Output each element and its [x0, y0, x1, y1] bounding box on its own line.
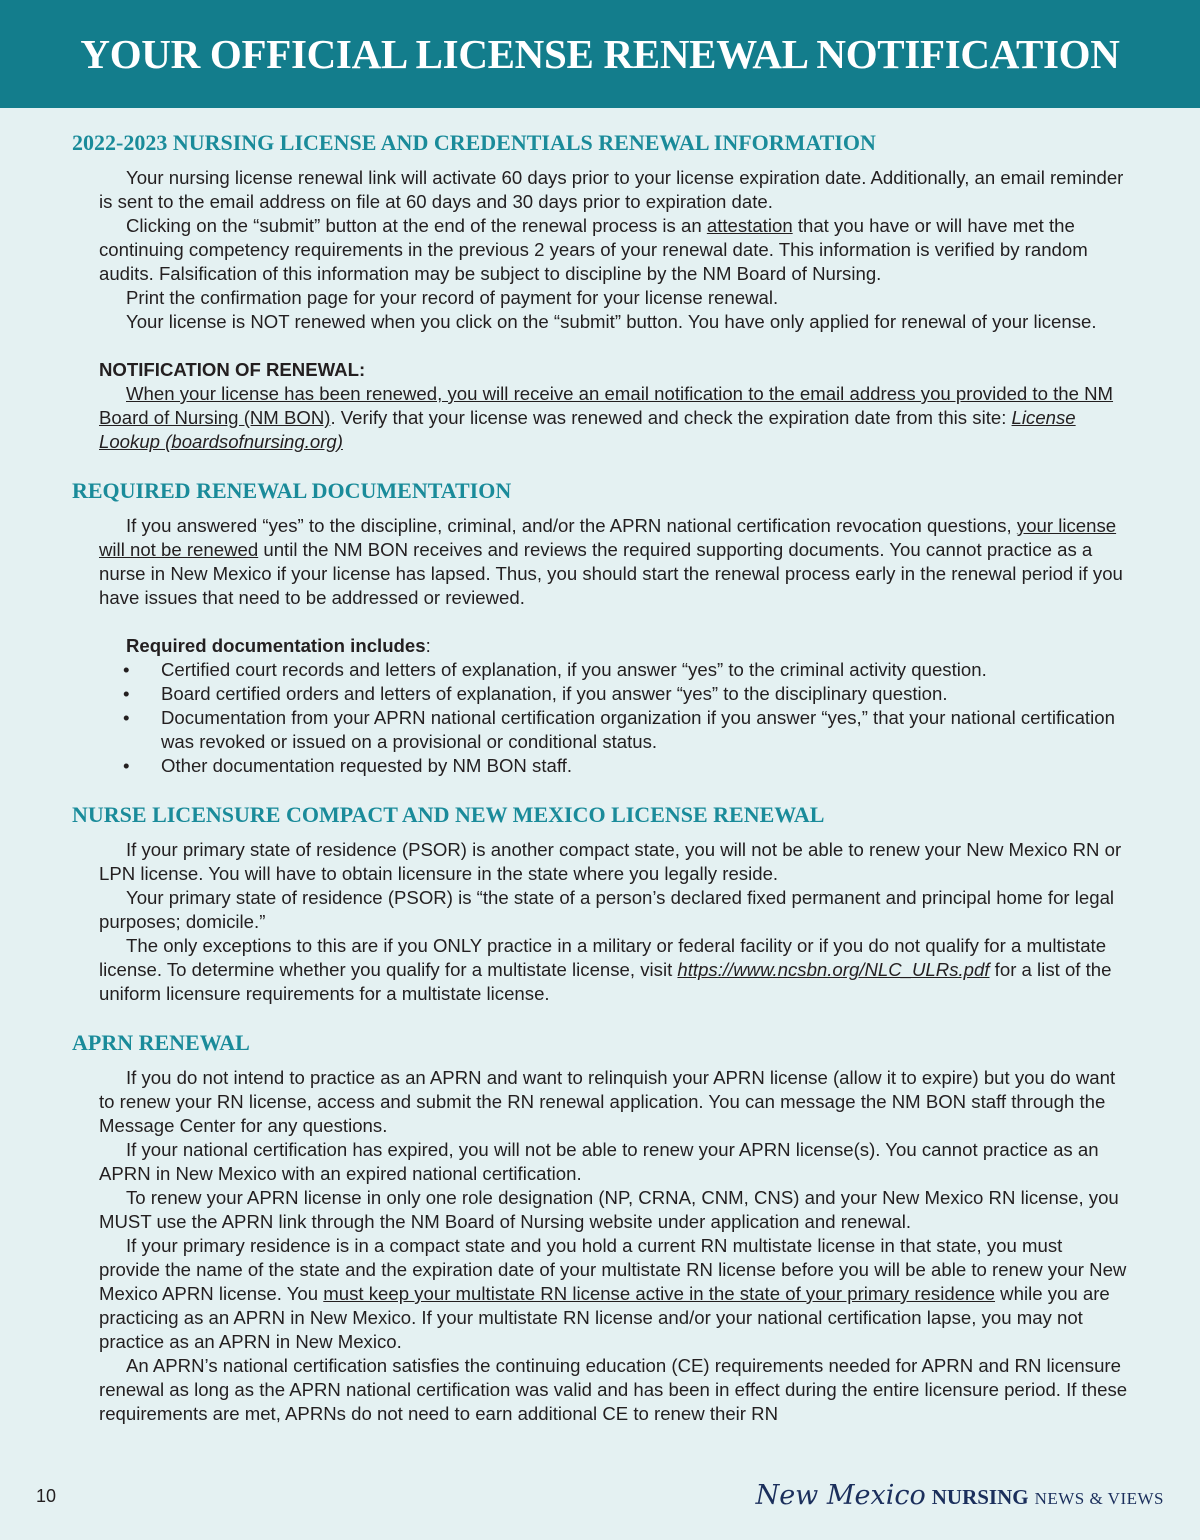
paragraph: To renew your APRN license in only one role designation (NP, CRNA, CNM, CNS) and your New Mexico RN license, you MUST use the APRN link through the NM Board of Nursing website under application and renewal.	[99, 1187, 1119, 1232]
paragraph: If your primary state of residence (PSOR) is another compact state, you will not be able to renew your New Mexico RN or LPN license. You will have to obtain licensure in the state where you legally reside.	[99, 839, 1122, 884]
paragraph: Your license is NOT renewed when you click on the “submit” button. You have only applied for renewal of your license.	[126, 311, 1097, 332]
attestation-term: attestation	[706, 215, 793, 236]
main-content	[72, 128, 1128, 1448]
paragraph: If you answered “yes” to the discipline, criminal, and/or the APRN national certification revocation questions, your license will not be renewed until the NM BON receives and reviews the required supporting documents. You cannot practice as a nurse in New Mexico if your license has lapsed. Thus, you should start the renewal process early in the renewal period if you have issues that need to be addressed or reviewed.	[99, 515, 1123, 608]
logo-script-text: New Mexico	[755, 1480, 926, 1511]
paragraph: Clicking on the “submit” button at the end of the renewal process is an attestation that you have or will have met the continuing competency requirements in the previous 2 years of your renewal date. This information is verified by random audits. Falsification of this information may be subject to discipline by the NM Board of Nursing.	[99, 215, 1088, 284]
ncsbn-ulrs-link[interactable]: https://www.ncsbn.org/NLC_ULRs.pdf	[677, 959, 990, 980]
list-item: • Board certified orders and letters of explanation, if you answer “yes” to the disciplinary question.	[123, 683, 948, 704]
required-docs-subheading: Required documentation includes:	[126, 635, 431, 656]
logo-news-text: NEWS & VIEWS	[1034, 1489, 1164, 1508]
required-docs-list	[99, 658, 1128, 778]
paragraph: Print the confirmation page for your record of payment for your license renewal.	[126, 287, 779, 308]
bullet-icon: •	[123, 683, 130, 704]
paragraph: If you do not intend to practice as an APRN and want to relinquish your APRN license (allow it to expire) but you do want to renew your RN license, access and submit the RN renewal application. You can message the NM BON staff through the Message Center for any questions.	[99, 1067, 1116, 1136]
paragraph: When your license has been renewed, you will receive an email notification to the email address you provided to the NM Board of Nursing (NM BON). Verify that your license was renewed and check the expiration date from this site: License Lookup (boardsofnursing.org)	[99, 383, 1114, 452]
title-banner	[0, 0, 1200, 108]
paragraph: Your nursing license renewal link will activate 60 days prior to your license expiration date. Additionally, an email reminder is sent to the email address on file at 60 days and 30 days prior to expiration date.	[99, 167, 1124, 212]
license-lookup-link[interactable]: License Lookup (boardsofnursing.org)	[99, 407, 1076, 452]
section-aprn-renewal	[72, 1028, 1128, 1426]
section-nurse-licensure-compact	[72, 800, 1128, 1006]
bullet-icon: •	[123, 755, 130, 776]
section-required-documentation	[72, 476, 1128, 778]
section-renewal-information	[72, 128, 1128, 454]
list-item: • Documentation from your APRN national certification organization if you answer “yes,” that your national certification was revoked or issued on a provisional or conditional status.	[123, 707, 1115, 752]
logo-nursing-text: NURSING	[931, 1485, 1029, 1509]
bullet-icon: •	[123, 707, 130, 728]
section-heading: NURSE LICENSURE COMPACT AND NEW MEXICO LICENSE RENEWAL	[72, 802, 825, 827]
section-heading: 2022-2023 NURSING LICENSE AND CREDENTIALS RENEWAL INFORMATION	[72, 130, 876, 155]
paragraph: If your national certification has expired, you will not be able to renew your APRN license(s). You cannot practice as an APRN in New Mexico with an expired national certification.	[99, 1139, 1099, 1184]
page-title: YOUR OFFICIAL LICENSE RENEWAL NOTIFICATION	[80, 31, 1120, 77]
publication-logo	[756, 1480, 1164, 1511]
bullet-icon: •	[123, 659, 130, 680]
list-item: • Other documentation requested by NM BON staff.	[123, 755, 572, 776]
paragraph: The only exceptions to this are if you ONLY practice in a military or federal facility or if you do not qualify for a multistate license. To determine whether you qualify for a multistate license, visit https://www.ncsbn.org/NLC_ULRs.pdf for a list of the uniform licensure requirements for a multistate license.	[99, 935, 1112, 1004]
paragraph: If your primary residence is in a compact state and you hold a current RN multistate license in that state, you must provide the name of the state and the expiration date of your multistate RN license before you will be able to renew your New Mexico APRN license. You must keep your multistate RN license active in the state of your primary residence while you are practicing as an APRN in New Mexico. If your multistate RN license and/or your national certification lapse, you may not practice as an APRN in New Mexico.	[99, 1235, 1127, 1352]
paragraph: An APRN’s national certification satisfies the continuing education (CE) requirements needed for APRN and RN licensure renewal as long as the APRN national certification was valid and has been in effect during the entire licensure period. If these requirements are met, APRNs do not need to earn additional CE to renew their RN	[99, 1355, 1128, 1424]
page-number: 10	[36, 1486, 57, 1506]
paragraph: Your primary state of residence (PSOR) is “the state of a person’s declared fixed permanent and principal home for legal purposes; domicile.”	[99, 887, 1115, 932]
section-heading: APRN RENEWAL	[72, 1030, 250, 1055]
list-item: • Certified court records and letters of explanation, if you answer “yes” to the criminal activity question.	[123, 659, 987, 680]
section-heading: REQUIRED RENEWAL DOCUMENTATION	[72, 478, 512, 503]
notification-subheading: NOTIFICATION OF RENEWAL:	[99, 359, 366, 380]
